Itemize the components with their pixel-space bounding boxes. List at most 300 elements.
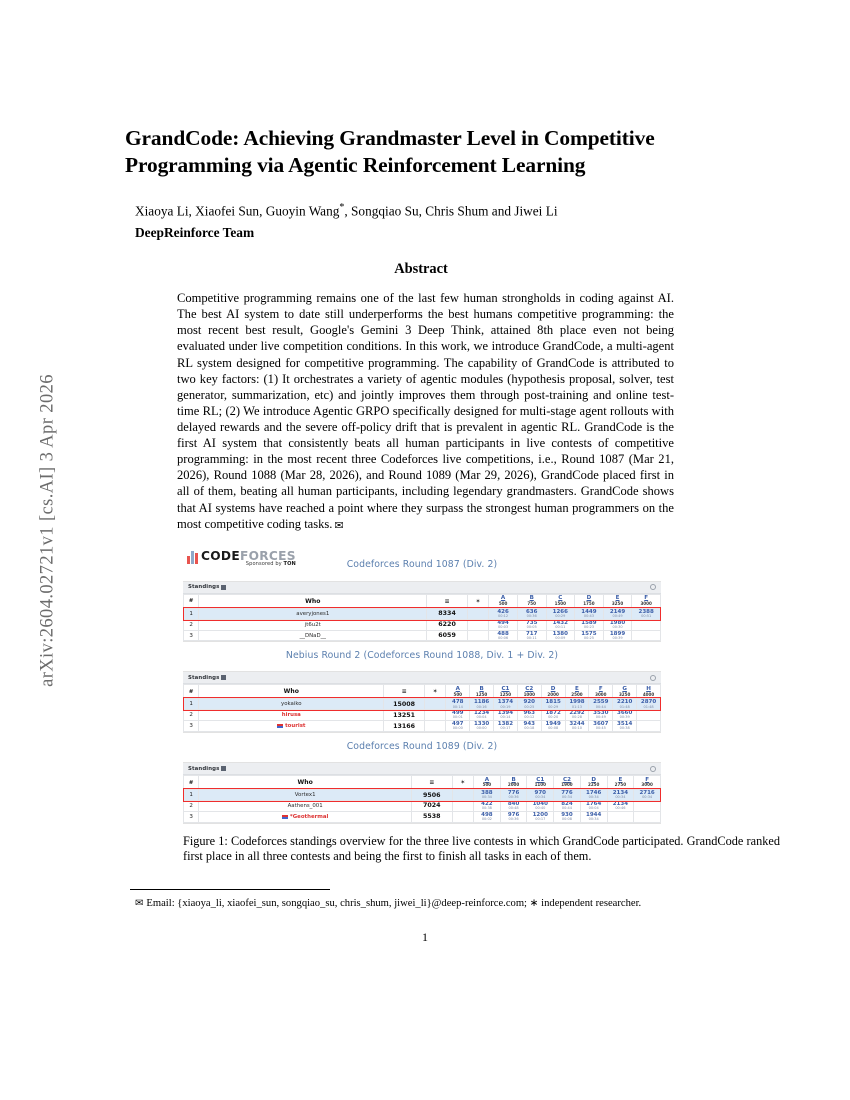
problem-time: 00:34 [588, 816, 599, 821]
grid-icon[interactable] [221, 585, 226, 590]
problem-score: 3244 [569, 721, 585, 728]
col-total-header[interactable]: ≡ [412, 776, 453, 790]
col-problem-header[interactable] [546, 594, 575, 608]
standings-panel [183, 648, 661, 733]
standings-table [183, 594, 661, 642]
problem-points: 500 [498, 601, 508, 607]
problem-score: 2716 [639, 790, 655, 797]
problem-letter: A [500, 595, 506, 602]
problem-time: 00:30 [612, 624, 623, 629]
handle[interactable]: averyjones1 [296, 610, 330, 617]
handle[interactable]: yokaiko [281, 701, 302, 708]
row-penalty [467, 630, 488, 641]
row-problem-cell [474, 811, 501, 822]
row-problem-cell [541, 710, 565, 721]
col-problem-header[interactable] [500, 776, 527, 790]
problem-score: 1200 [532, 811, 548, 818]
standings-panel [183, 739, 661, 824]
handle[interactable]: jt6u2t [304, 621, 321, 628]
problem-time: 00:19 [500, 704, 511, 709]
row-problem-cell [470, 721, 494, 732]
row-total-score: 6220 [427, 619, 468, 630]
row-problem-cell [580, 790, 607, 801]
problem-score: 1449 [581, 608, 597, 615]
problem-letter: C2 [562, 776, 571, 783]
row-problem-cell [446, 699, 470, 710]
problem-score: 3660 [617, 710, 633, 717]
handle-red[interactable]: tourist [285, 723, 306, 730]
problem-score: 970 [534, 790, 547, 797]
col-problem-header[interactable] [554, 776, 581, 790]
problem-time: 00:08 [548, 726, 559, 731]
row-problem-cell [546, 619, 575, 630]
envelope-icon: ✉ [334, 519, 344, 532]
row-problem-cell [637, 699, 661, 710]
row-penalty [467, 619, 488, 630]
problem-score: 1589 [581, 619, 597, 626]
problem-score: 1382 [497, 721, 514, 728]
handle[interactable]: Vortex1 [294, 792, 316, 799]
problem-score: 2149 [609, 608, 626, 615]
problem-time: 00:03 [498, 624, 509, 629]
col-problem-header[interactable] [517, 685, 541, 699]
contest-title: Codeforces Round 1089 (Div. 2) [346, 741, 498, 753]
row-problem-cell [603, 619, 632, 630]
row-who [199, 619, 427, 630]
standings-bar [183, 672, 661, 684]
row-problem-cell [494, 710, 518, 721]
row-rank: 2 [184, 619, 199, 630]
table-row[interactable] [184, 790, 661, 801]
problem-points: 2250 [587, 782, 600, 788]
row-rank: 3 [184, 721, 199, 732]
row-penalty [452, 790, 473, 801]
row-problem-cell [607, 801, 634, 812]
row-problem-cell [603, 630, 632, 641]
row-who [199, 608, 427, 619]
row-problem-cell [541, 699, 565, 710]
standings-bar [183, 763, 661, 775]
problem-time: 00:34 [561, 795, 573, 800]
handle[interactable]: Aathens_001 [287, 802, 323, 809]
problem-time: 00:11 [526, 635, 537, 640]
standings-label: Standings [188, 674, 220, 681]
table-row[interactable] [184, 619, 661, 630]
row-problem-cell [554, 801, 581, 812]
col-problem-header[interactable] [470, 685, 494, 699]
row-problem-cell [603, 608, 632, 619]
problem-time: 00:08 [561, 816, 573, 821]
col-problem-header[interactable] [603, 594, 632, 608]
problem-points: 3000 [641, 782, 653, 788]
col-problem-header[interactable] [541, 685, 565, 699]
problem-letter: C1 [536, 776, 545, 783]
problem-score: 494 [497, 619, 509, 626]
table-row[interactable] [184, 801, 661, 812]
row-problem-cell [541, 721, 565, 732]
problem-time: 00:09 [555, 635, 566, 640]
problem-points: 1100 [534, 782, 546, 788]
problem-score: 976 [507, 811, 520, 818]
row-total-score: 13251 [384, 710, 425, 721]
problem-time: 00:18 [524, 726, 535, 731]
col-problem-header[interactable] [494, 685, 518, 699]
problem-time: 00:14 [500, 715, 511, 720]
problem-score: 1944 [586, 811, 602, 818]
codeforces-bars-icon [187, 551, 198, 564]
row-total-score: 6059 [427, 630, 468, 641]
row-who [199, 710, 384, 721]
table-header-row [184, 685, 661, 699]
page-number: 1 [422, 930, 428, 944]
problem-letter: E [615, 595, 620, 602]
problem-time: 00:36 [508, 816, 519, 821]
problem-score: 735 [525, 619, 538, 626]
row-problem-cell [607, 790, 634, 801]
row-rank: 1 [184, 790, 199, 801]
row-problem-cell [527, 790, 554, 801]
problem-time: 00:25 [524, 704, 535, 709]
problem-time: 00:12 [524, 715, 535, 720]
problem-time: 00:10 [571, 726, 583, 731]
problem-time: 00:44 [595, 704, 606, 709]
row-problem-cell [474, 790, 501, 801]
row-problem-cell [565, 721, 589, 732]
problem-letter: B [511, 776, 516, 783]
standings-label: Standings [188, 765, 220, 772]
row-who [199, 699, 384, 710]
row-problem-cell [634, 811, 661, 822]
abstract-body [177, 290, 674, 532]
problem-letter: A [484, 776, 490, 783]
problem-time: 00:25 [583, 635, 594, 640]
row-rank: 2 [184, 801, 199, 812]
problem-points: 1900 [561, 782, 573, 788]
problem-score: 1998 [569, 699, 585, 706]
problem-score: 963 [523, 710, 536, 717]
problem-letter: C1 [501, 685, 510, 692]
collapse-icon[interactable] [650, 675, 656, 681]
problem-time: 00:02 [481, 816, 492, 821]
problem-points: 2000 [547, 691, 559, 697]
problem-score: 840 [507, 801, 520, 808]
grid-icon[interactable] [221, 766, 226, 771]
problem-time: 00:00 [452, 726, 463, 731]
row-total-score: 9506 [412, 790, 453, 801]
team-affiliation: DeepReinforce Team [135, 225, 255, 241]
problem-time: 00:48 [508, 806, 519, 811]
problem-letter: E [618, 776, 623, 783]
col-penalty-header[interactable]: ✶ [467, 594, 488, 608]
col-problem-header[interactable] [527, 776, 554, 790]
problem-score: 478 [452, 699, 464, 706]
row-total-score: 8334 [427, 608, 468, 619]
problem-time: 00:43 [583, 613, 594, 618]
problem-time: 00:40 [535, 806, 546, 811]
row-problem-cell [607, 811, 634, 822]
row-who [199, 801, 412, 812]
panel-header [183, 648, 661, 666]
row-problem-cell [632, 619, 661, 630]
row-problem-cell [494, 721, 518, 732]
panel-header [183, 739, 661, 757]
problem-score: 1949 [545, 721, 561, 728]
col-problem-header[interactable] [613, 685, 637, 699]
table-row[interactable] [184, 721, 661, 732]
row-problem-cell [527, 801, 554, 812]
grid-icon[interactable] [221, 675, 226, 680]
country-flag-icon [282, 815, 288, 819]
problem-time: 00:39 [619, 715, 630, 720]
row-problem-cell [575, 619, 604, 630]
problem-time: 00:34 [535, 795, 546, 800]
row-problem-cell [613, 721, 637, 732]
row-penalty [452, 801, 473, 812]
col-penalty-header[interactable]: ✶ [424, 685, 445, 699]
author-names-tail: , Songqiao Su, Chris Shum and Jiwei Li [344, 203, 558, 219]
row-problem-cell [565, 710, 589, 721]
problem-time: 00:46 [615, 806, 626, 811]
panel-header [183, 548, 661, 576]
table-row[interactable] [184, 608, 661, 619]
col-problem-header[interactable] [517, 594, 546, 608]
problem-time: 01:48 [643, 704, 654, 709]
row-who [199, 790, 412, 801]
problem-score: 943 [523, 721, 536, 728]
standings-table-wrap [183, 684, 661, 732]
problem-time: 00:29 [548, 704, 559, 709]
problem-points: 1250 [475, 691, 488, 697]
col-problem-header[interactable] [637, 685, 661, 699]
col-rank-header: # [184, 776, 199, 790]
row-penalty [424, 710, 445, 721]
col-problem-header[interactable] [634, 776, 661, 790]
problem-score: 920 [523, 699, 536, 706]
problem-time: 00:04 [588, 806, 599, 811]
table-header-row [184, 776, 661, 790]
problem-score: 824 [561, 801, 573, 808]
row-problem-cell [517, 699, 541, 710]
row-problem-cell [494, 699, 518, 710]
problem-score: 1186 [473, 699, 490, 706]
problem-letter: B [479, 685, 484, 692]
row-problem-cell [575, 608, 604, 619]
problem-letter: C2 [525, 685, 534, 692]
row-problem-cell [470, 710, 494, 721]
problem-letter: G [622, 685, 627, 692]
problem-points: 500 [482, 782, 492, 788]
problem-time: 00:29 [555, 613, 566, 618]
col-problem-header[interactable] [446, 685, 470, 699]
row-problem-cell [613, 699, 637, 710]
problem-time: 00:00 [476, 726, 487, 731]
table-row[interactable] [184, 710, 661, 721]
col-total-header[interactable]: ≡ [427, 594, 468, 608]
row-problem-cell [489, 619, 518, 630]
problem-time: 00:39 [612, 635, 623, 640]
row-total-score: 13166 [384, 721, 425, 732]
row-rank: 3 [184, 630, 199, 641]
row-total-score: 7024 [412, 801, 453, 812]
problem-score: 488 [497, 630, 509, 637]
col-problem-header[interactable] [474, 776, 501, 790]
problem-score: 1040 [532, 801, 548, 808]
problem-points: 1500 [554, 601, 566, 607]
row-problem-cell [554, 790, 581, 801]
problem-score: 1899 [609, 630, 626, 637]
problem-score: 3530 [593, 710, 609, 717]
problem-time: 00:36 [526, 613, 537, 618]
problem-points: 3000 [640, 601, 652, 607]
codeforces-wordmark: CODEFORCES [201, 548, 296, 563]
problem-score: 2559 [593, 699, 609, 706]
abstract-text: Competitive programming remains one of the last few human strongholds in coding against AI. The best AI system to date still underperforms the best humans competitive programming: the most recent best result, Google's Gemini 3 Deep Think, attained 8th place even not being evaluated under live competition conditions. In this work, we introduce GrandCode, a multi-agent RL system designed for competitive programming. The capability of GrandCode is attributed to two key factors: (1) It orchestrates a variety of agentic modules (hypothesis proposal, solver, test generator, summarization, etc) and jointly improves them through post-training and online test-time RL; (2) We introduce Agentic GRPO specifically designed for multi-stage agent rollouts with delayed rewards and the severe off-policy drift that is prevalent in agentic RL. GrandCode is the first AI system that consistently beats all human participants in live contests of competitive programming: in the most recent three Codeforces live competitions, i.e., Round 1087 (Mar 21, 2026), Round 1088 (Mar 28, 2026), and Round 1089 (Mar 29, 2026), GrandCode placed first in all of them, beating all human participants, including legendary grandmasters. GrandCode shows that AI systems have reached a point where they surpass the strongest human programmers on the most competitive coding tasks. [177, 291, 674, 531]
handle[interactable]: __DNaD__ [299, 632, 326, 639]
figure-1 [183, 546, 780, 865]
col-problem-header[interactable] [565, 685, 589, 699]
problem-score: 1764 [586, 801, 602, 808]
country-flag-icon [277, 724, 283, 728]
row-problem-cell [474, 801, 501, 812]
problem-time: 00:11 [555, 624, 566, 629]
col-problem-header[interactable] [575, 594, 604, 608]
problem-points: 2000 [507, 782, 520, 788]
problem-score: 2134 [612, 801, 629, 808]
problem-letter: D [591, 776, 596, 783]
row-problem-cell [637, 710, 661, 721]
problem-time: 00:49 [612, 613, 623, 618]
standings-table [183, 775, 661, 823]
col-rank-header: # [184, 594, 199, 608]
problem-time: 01:48 [619, 704, 630, 709]
problem-letter: F [645, 776, 650, 783]
standings-bar [183, 582, 661, 594]
problem-letter: D [550, 685, 556, 692]
row-problem-cell [517, 608, 546, 619]
row-problem-cell [634, 801, 661, 812]
row-penalty [467, 608, 488, 619]
problem-points: 1750 [583, 601, 595, 607]
footnote [135, 897, 722, 911]
problem-letter: E [575, 685, 579, 692]
col-problem-header[interactable] [580, 776, 607, 790]
content-column [125, 0, 780, 911]
problem-score: 1980 [609, 619, 626, 626]
row-problem-cell [580, 801, 607, 812]
panel-bottom-rule [183, 732, 661, 733]
col-problem-header[interactable] [607, 776, 634, 790]
table-row[interactable] [184, 630, 661, 641]
col-problem-header[interactable] [632, 594, 661, 608]
problem-letter: H [646, 685, 651, 692]
problem-time: 00:28 [571, 715, 583, 720]
problem-score: 1815 [545, 699, 561, 706]
arxiv-stamp: arXiv:2604.02721v1 [cs.AI] 3 Apr 2026 [37, 374, 58, 687]
problem-points: 500 [453, 691, 463, 697]
row-problem-cell [632, 608, 661, 619]
problem-score: 930 [561, 811, 573, 818]
problem-time: 00:34 [615, 795, 626, 800]
problem-time: 00:49 [595, 715, 606, 720]
row-problem-cell [500, 790, 527, 801]
problem-score: 2870 [640, 699, 657, 706]
row-problem-cell [500, 801, 527, 812]
page-title: GrandCode: Achieving Grandmaster Level in Competitive Programming via Agentic Reinforcement Learning [125, 126, 655, 178]
col-who-header: Who [199, 594, 427, 608]
collapse-icon[interactable] [650, 584, 656, 590]
problem-points: 3000 [595, 691, 607, 697]
col-total-header[interactable]: ≡ [384, 685, 425, 699]
footnote-text: Email: {xiaoya_li, xiaofei_sun, songqiao_su, chris_shum, jiwei_li}@deep-reinforce.com; ∗ independent researcher. [146, 898, 642, 910]
problem-time: 00:04 [476, 715, 487, 720]
row-total-score: 15008 [384, 699, 425, 710]
abstract-heading: Abstract [394, 261, 448, 278]
codeforces-logo [187, 550, 296, 567]
row-problem-cell [500, 811, 527, 822]
row-problem-cell [517, 721, 541, 732]
col-problem-header[interactable] [489, 594, 518, 608]
problem-time: 00:45 [595, 726, 606, 731]
row-problem-cell [580, 811, 607, 822]
abstract-section [125, 261, 722, 532]
row-problem-cell [613, 710, 637, 721]
problem-score: 1330 [473, 721, 490, 728]
handle-red[interactable]: *Geothermal [289, 813, 329, 820]
table-row[interactable] [184, 699, 661, 710]
row-who [199, 630, 427, 641]
table-row[interactable] [184, 811, 661, 822]
col-penalty-header[interactable]: ✶ [452, 776, 473, 790]
row-problem-cell [632, 630, 661, 641]
contest-title: Nebius Round 2 (Codeforces Round 1088, Div. 1 + Div. 2) [285, 650, 559, 662]
row-problem-cell [489, 608, 518, 619]
col-rank-header: # [184, 685, 199, 699]
row-who [199, 721, 384, 732]
row-rank: 2 [184, 710, 199, 721]
problem-score: 2292 [569, 710, 585, 717]
problem-score: 422 [481, 801, 493, 808]
row-penalty [424, 721, 445, 732]
problem-score: 499 [452, 710, 464, 717]
standings-table-wrap [183, 594, 661, 642]
problem-score: 1432 [552, 619, 568, 626]
row-problem-cell [589, 699, 613, 710]
problem-score: 1374 [497, 699, 514, 706]
sponsor-line: Sponsored by TON [245, 560, 296, 567]
problem-score: 776 [507, 790, 520, 797]
problem-score: 636 [525, 608, 538, 615]
contest-title: Codeforces Round 1087 (Div. 2) [346, 558, 498, 570]
col-problem-header[interactable] [589, 685, 613, 699]
standings-label: Standings [188, 584, 220, 591]
row-rank: 1 [184, 608, 199, 619]
problem-time: 00:23 [583, 624, 594, 629]
standings-table-wrap [183, 775, 661, 823]
row-problem-cell [517, 619, 546, 630]
handle-red[interactable]: hirusa [281, 712, 301, 719]
panel-bottom-rule [183, 823, 661, 824]
row-problem-cell [489, 630, 518, 641]
problem-points: 2500 [571, 691, 583, 697]
problem-time: 00:17 [535, 816, 546, 821]
row-problem-cell [565, 699, 589, 710]
problem-time: 00:20 [548, 715, 559, 720]
problem-time: 00:38 [619, 726, 630, 731]
collapse-icon[interactable] [650, 766, 656, 772]
problem-time: 00:44 [561, 806, 573, 811]
envelope-icon-footnote: ✉ [135, 898, 144, 910]
problem-time: 00:01 [452, 715, 463, 720]
